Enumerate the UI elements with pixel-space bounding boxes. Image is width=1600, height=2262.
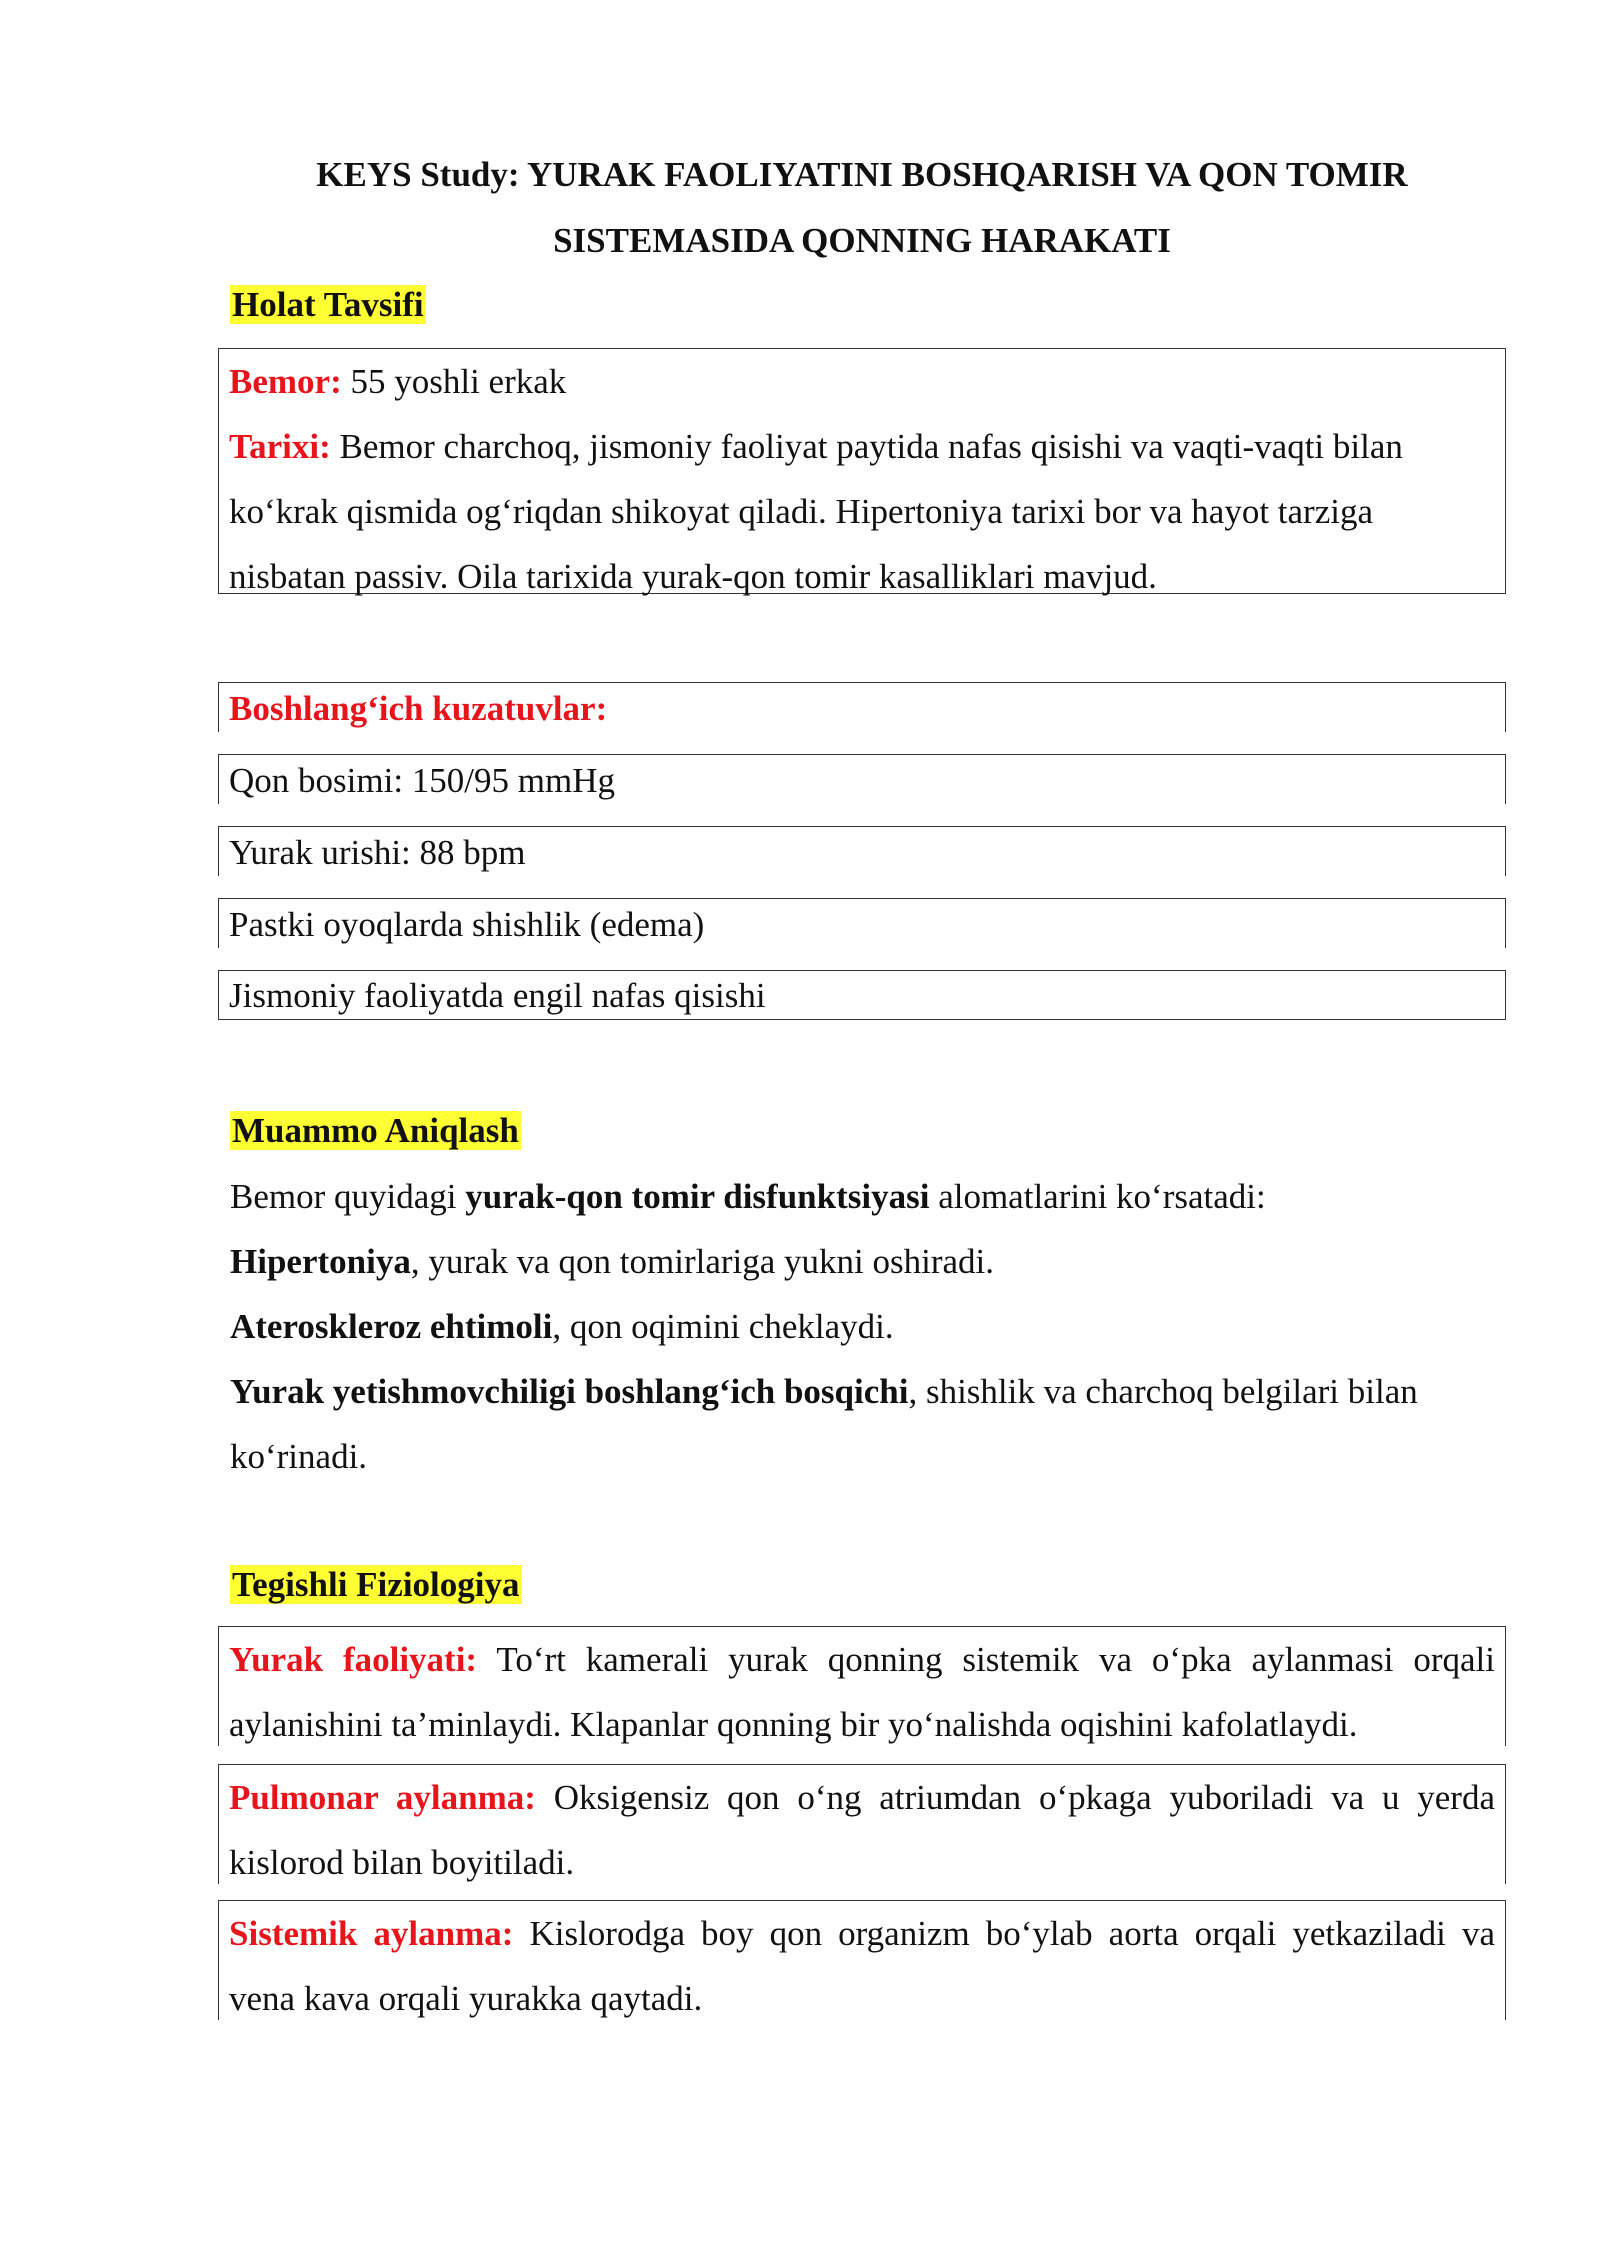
observation-heart-rate: Yurak urishi: 88 bpm (229, 833, 526, 872)
observations-heading: Boshlang‘ich kuzatuvlar: (229, 689, 608, 728)
observation-edema: Pastki oyoqlarda shishlik (edema) (229, 905, 705, 944)
problem-section-body (230, 1164, 1510, 1489)
physiology-label-pulmonary: Pulmonar aylanma: (229, 1778, 536, 1817)
page-title (218, 142, 1506, 274)
physiology-box (218, 1764, 1506, 1884)
bemor-label: Bemor: (229, 362, 342, 401)
observation-row (218, 754, 1506, 804)
bemor-line (229, 349, 1495, 414)
problem-hypertension: Hipertoniya, yurak va qon tomirlariga yukni oshiradi. (230, 1242, 995, 1281)
physiology-text-systemic: Kislorodga boy qon organizm bo‘ylab aorta orqali yetkaziladi va vena kava orqali yurakka qaytadi. (229, 1914, 1495, 2018)
physiology-text-heart: To‘rt kamerali yurak qonning sistemik va o‘pka aylanmasi orqali aylanishini ta’minlaydi. Klapanlar qonning bir yo‘nalishda oqishini kafolatlaydi. (229, 1640, 1495, 1744)
observation-dyspnea: Jismoniy faoliyatda engil nafas qisishi (229, 976, 766, 1015)
problem-heart-failure: Yurak yetishmovchiligi boshlang‘ich bosqichi, shishlik va charchoq belgilari bilan ko‘rinadi. (230, 1372, 1418, 1476)
patient-info-box (218, 348, 1506, 594)
problem-atherosclerosis: Ateroskleroz ehtimoli, qon oqimini cheklaydi. (230, 1307, 894, 1346)
physiology-box (218, 1900, 1506, 2020)
physiology-box (218, 1626, 1506, 1746)
tarixi-paragraph (229, 414, 1495, 609)
physiology-label-systemic: Sistemik aylanma: (229, 1914, 514, 1953)
problem-intro: Bemor quyidagi yurak-qon tomir disfunktsiyasi alomatlarini ko‘rsatadi: (230, 1177, 1266, 1216)
observation-row (218, 826, 1506, 876)
physiology-text-pulmonary: Oksigensiz qon o‘ng atriumdan o‘pkaga yuboriladi va u yerda kislorod bilan boyitiladi. (229, 1778, 1495, 1882)
tarixi-value: Bemor charchoq, jismoniy faoliyat paytida nafas qisishi va vaqti-vaqti bilan ko‘krak qismida og‘riqdan shikoyat qiladi. Hipertoniya tarixi bor va hayot tarziga nisbatan passiv. Oila tarixida yurak-qon tomir kasalliklari mavjud. (229, 427, 1403, 596)
bemor-value: 55 yoshli erkak (341, 362, 567, 401)
title-line-1: KEYS Study: YURAK FAOLIYATINI BOSHQARISH VA QON TOMIR (316, 155, 1408, 194)
observation-row (218, 970, 1506, 1020)
heading-holat-tavsifi: Holat Tavsifi (232, 285, 424, 324)
title-line-2: SISTEMASIDA QONNING HARAKATI (553, 221, 1171, 260)
tarixi-label: Tarixi: (229, 427, 331, 466)
heading-tegishli-fiziologiya: Tegishli Fiziologiya (232, 1565, 520, 1604)
observation-blood-pressure: Qon bosimi: 150/95 mmHg (229, 761, 615, 800)
observations-heading-box (218, 682, 1506, 732)
observation-row (218, 898, 1506, 948)
heading-muammo-aniqlash: Muammo Aniqlash (232, 1111, 519, 1150)
physiology-label-heart: Yurak faoliyati: (229, 1640, 478, 1679)
